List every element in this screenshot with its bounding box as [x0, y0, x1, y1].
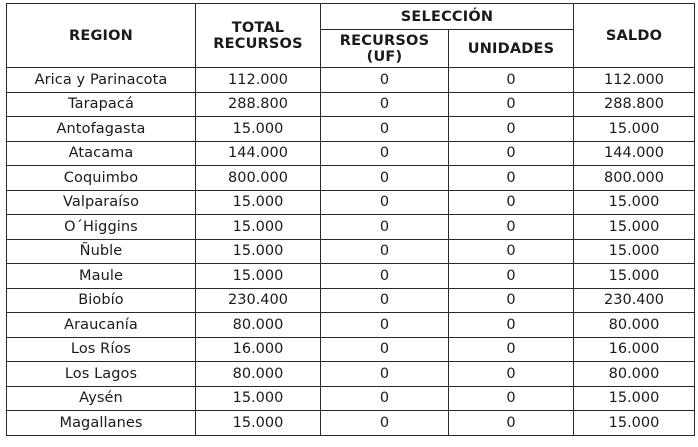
table-row — [7, 337, 695, 362]
unidades-cell: 0 — [449, 411, 574, 436]
total-recursos-cell: 230.400 — [196, 288, 321, 313]
saldo-cell: 15.000 — [574, 117, 695, 142]
table-row — [7, 386, 695, 411]
header-total-recursos: TOTAL RECURSOS — [196, 4, 321, 68]
header-recursos-uf: RECURSOS (UF) — [321, 30, 449, 68]
total-recursos-cell: 15.000 — [196, 117, 321, 142]
table-row — [7, 117, 695, 142]
header-row-top — [7, 4, 695, 30]
recursos-uf-cell: 0 — [321, 313, 449, 338]
unidades-cell: 0 — [449, 141, 574, 166]
unidades-cell: 0 — [449, 264, 574, 289]
recursos-uf-cell: 0 — [321, 239, 449, 264]
unidades-cell: 0 — [449, 288, 574, 313]
saldo-cell: 16.000 — [574, 337, 695, 362]
region-cell: Aysén — [7, 386, 196, 411]
recursos-uf-cell: 0 — [321, 337, 449, 362]
recursos-uf-cell: 0 — [321, 288, 449, 313]
table-row — [7, 264, 695, 289]
total-recursos-cell: 15.000 — [196, 215, 321, 240]
total-recursos-cell: 80.000 — [196, 362, 321, 387]
table-row — [7, 141, 695, 166]
saldo-cell: 80.000 — [574, 362, 695, 387]
saldo-cell: 15.000 — [574, 386, 695, 411]
saldo-cell: 288.800 — [574, 92, 695, 117]
unidades-cell: 0 — [449, 313, 574, 338]
saldo-cell: 800.000 — [574, 166, 695, 191]
saldo-cell: 112.000 — [574, 68, 695, 93]
recursos-uf-cell: 0 — [321, 68, 449, 93]
recursos-uf-cell: 0 — [321, 215, 449, 240]
table-body — [7, 68, 695, 436]
total-recursos-cell: 800.000 — [196, 166, 321, 191]
region-cell: Ñuble — [7, 239, 196, 264]
recursos-uf-cell: 0 — [321, 362, 449, 387]
table-header — [7, 4, 695, 68]
recursos-uf-cell: 0 — [321, 92, 449, 117]
regions-resources-table — [6, 3, 695, 436]
saldo-cell: 230.400 — [574, 288, 695, 313]
total-recursos-cell: 15.000 — [196, 386, 321, 411]
unidades-cell: 0 — [449, 68, 574, 93]
header-unidades: UNIDADES — [449, 30, 574, 68]
unidades-cell: 0 — [449, 215, 574, 240]
table-row — [7, 190, 695, 215]
table-row — [7, 313, 695, 338]
table-row — [7, 239, 695, 264]
saldo-cell: 144.000 — [574, 141, 695, 166]
total-recursos-cell: 15.000 — [196, 239, 321, 264]
region-cell: Antofagasta — [7, 117, 196, 142]
region-cell: Tarapacá — [7, 92, 196, 117]
recursos-uf-cell: 0 — [321, 264, 449, 289]
unidades-cell: 0 — [449, 362, 574, 387]
saldo-cell: 15.000 — [574, 190, 695, 215]
table-row — [7, 92, 695, 117]
table-row — [7, 362, 695, 387]
unidades-cell: 0 — [449, 166, 574, 191]
region-cell: Valparaíso — [7, 190, 196, 215]
table-row — [7, 68, 695, 93]
region-cell: Biobío — [7, 288, 196, 313]
recursos-uf-cell: 0 — [321, 386, 449, 411]
saldo-cell: 15.000 — [574, 239, 695, 264]
total-recursos-cell: 15.000 — [196, 264, 321, 289]
region-cell: Atacama — [7, 141, 196, 166]
saldo-cell: 15.000 — [574, 264, 695, 289]
region-cell: Magallanes — [7, 411, 196, 436]
total-recursos-cell: 288.800 — [196, 92, 321, 117]
unidades-cell: 0 — [449, 337, 574, 362]
header-saldo: SALDO — [574, 4, 695, 68]
table-row — [7, 215, 695, 240]
total-recursos-cell: 80.000 — [196, 313, 321, 338]
unidades-cell: 0 — [449, 92, 574, 117]
region-cell: Arica y Parinacota — [7, 68, 196, 93]
unidades-cell: 0 — [449, 117, 574, 142]
region-cell: Los Lagos — [7, 362, 196, 387]
recursos-uf-cell: 0 — [321, 190, 449, 215]
table-row — [7, 166, 695, 191]
region-cell: Araucanía — [7, 313, 196, 338]
region-cell: Maule — [7, 264, 196, 289]
header-region: REGION — [7, 4, 196, 68]
saldo-cell: 15.000 — [574, 215, 695, 240]
unidades-cell: 0 — [449, 190, 574, 215]
total-recursos-cell: 15.000 — [196, 190, 321, 215]
recursos-uf-cell: 0 — [321, 117, 449, 142]
saldo-cell: 15.000 — [574, 411, 695, 436]
recursos-uf-cell: 0 — [321, 141, 449, 166]
region-cell: Los Ríos — [7, 337, 196, 362]
saldo-cell: 80.000 — [574, 313, 695, 338]
table-row — [7, 288, 695, 313]
unidades-cell: 0 — [449, 239, 574, 264]
recursos-uf-cell: 0 — [321, 411, 449, 436]
recursos-uf-cell: 0 — [321, 166, 449, 191]
table-row — [7, 411, 695, 436]
region-cell: Coquimbo — [7, 166, 196, 191]
unidades-cell: 0 — [449, 386, 574, 411]
region-cell: O´Higgins — [7, 215, 196, 240]
total-recursos-cell: 15.000 — [196, 411, 321, 436]
total-recursos-cell: 16.000 — [196, 337, 321, 362]
header-seleccion: SELECCIÓN — [321, 4, 574, 30]
total-recursos-cell: 112.000 — [196, 68, 321, 93]
total-recursos-cell: 144.000 — [196, 141, 321, 166]
